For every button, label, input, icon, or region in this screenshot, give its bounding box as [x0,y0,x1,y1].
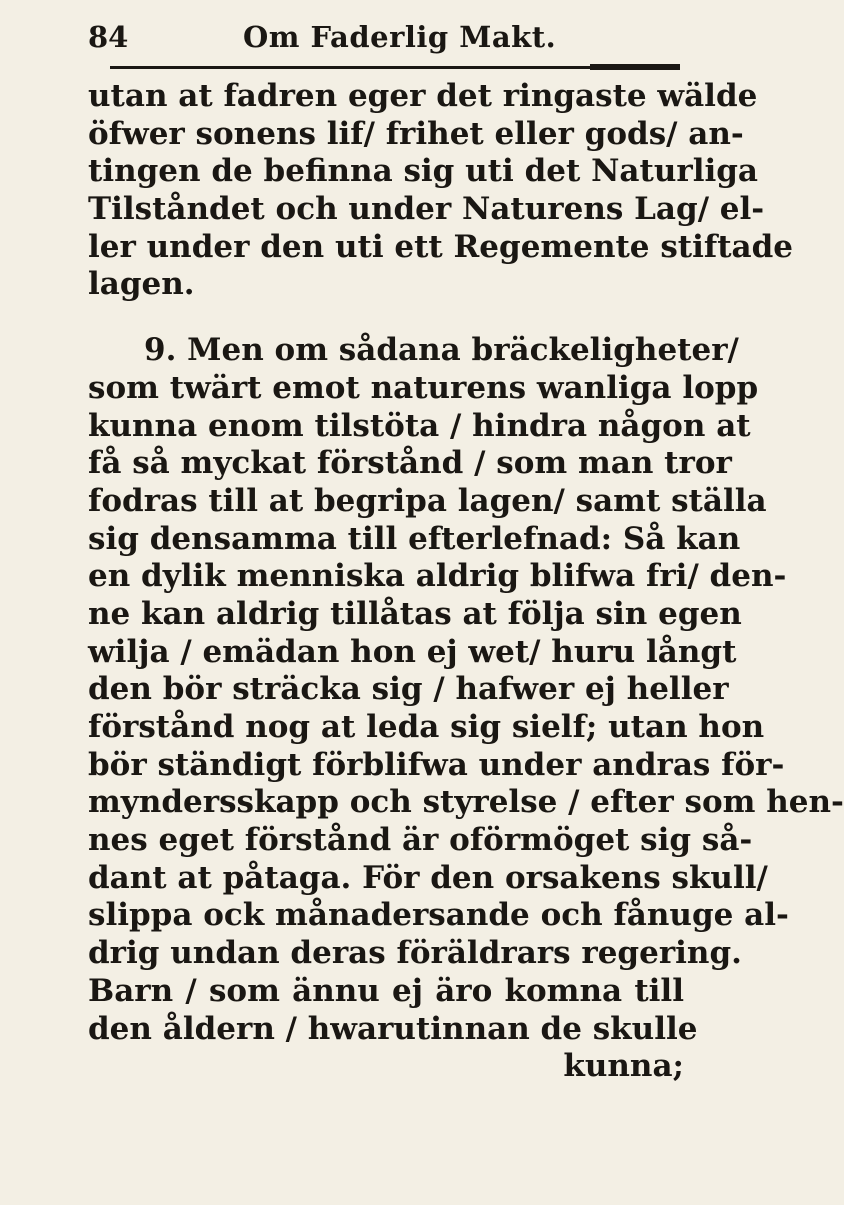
text-line: myndersskapp och styrelse / efter som hen- [88,784,844,821]
text-line: den åldern / hwarutinnan de skulle [88,1010,698,1047]
text-line: öfwer sonens lif/ frihet eller gods/ an- [88,115,744,152]
text-line: sig densamma till efterlefnad: Så kan [88,520,741,557]
text-line: Tilståndet och under Naturens Lag/ el- [88,191,765,228]
text-line: dant at påtaga. För den orsakens skull/ [88,859,768,896]
text-line: fodras till at begripa lagen/ samt ställa [88,482,767,519]
text-line: ne kan aldrig tillåtas at följa sin egen [88,595,742,632]
text-line: förstånd nog at leda sig sielf; utan hon [88,709,765,745]
paragraph-2 [88,332,844,1086]
body-text [88,78,844,1086]
text-line: utan at fadren eger det ringaste wälde [88,78,758,114]
page-number: 84 [88,20,129,54]
text-line: slippa ock månadersande och fånuge al- [88,897,789,934]
text-line: 9. Men om sådana bräckeligheter/ [144,332,739,369]
paragraph-1 [88,78,794,304]
running-title: Om Faderlig Makt. [243,20,557,54]
text-line: få så myckat förstånd / som man tror [88,445,732,482]
text-line: bör ständigt förblifwa under andras för- [88,746,785,783]
text-line: som twärt emot naturens wanliga lopp [88,369,759,406]
text-line: kunna enom tilstöta / hindra någon at [88,407,751,444]
text-line: ler under den uti ett Regemente stiftade [88,228,794,265]
text-line: drig undan deras föräldrars regering. [88,935,742,972]
text-line: nes eget förstånd är oförmöget sig så- [88,822,753,859]
text-line: en dylik menniska aldrig blifwa fri/ den- [88,558,787,595]
text-line: lagen. [88,266,195,303]
text-line: wilja / emädan hon ej wet/ huru långt [88,633,737,670]
text-line: tingen de befinna sig uti det Naturliga [88,153,759,190]
paragraph-gap [88,304,684,332]
page-header [88,18,678,58]
text-line: Barn / som ännu ej äro komna till [88,972,684,1009]
catchword: kunna; [563,1048,684,1085]
header-rule-ornament [590,64,680,70]
text-line: den bör sträcka sig / hafwer ej heller [88,671,729,708]
